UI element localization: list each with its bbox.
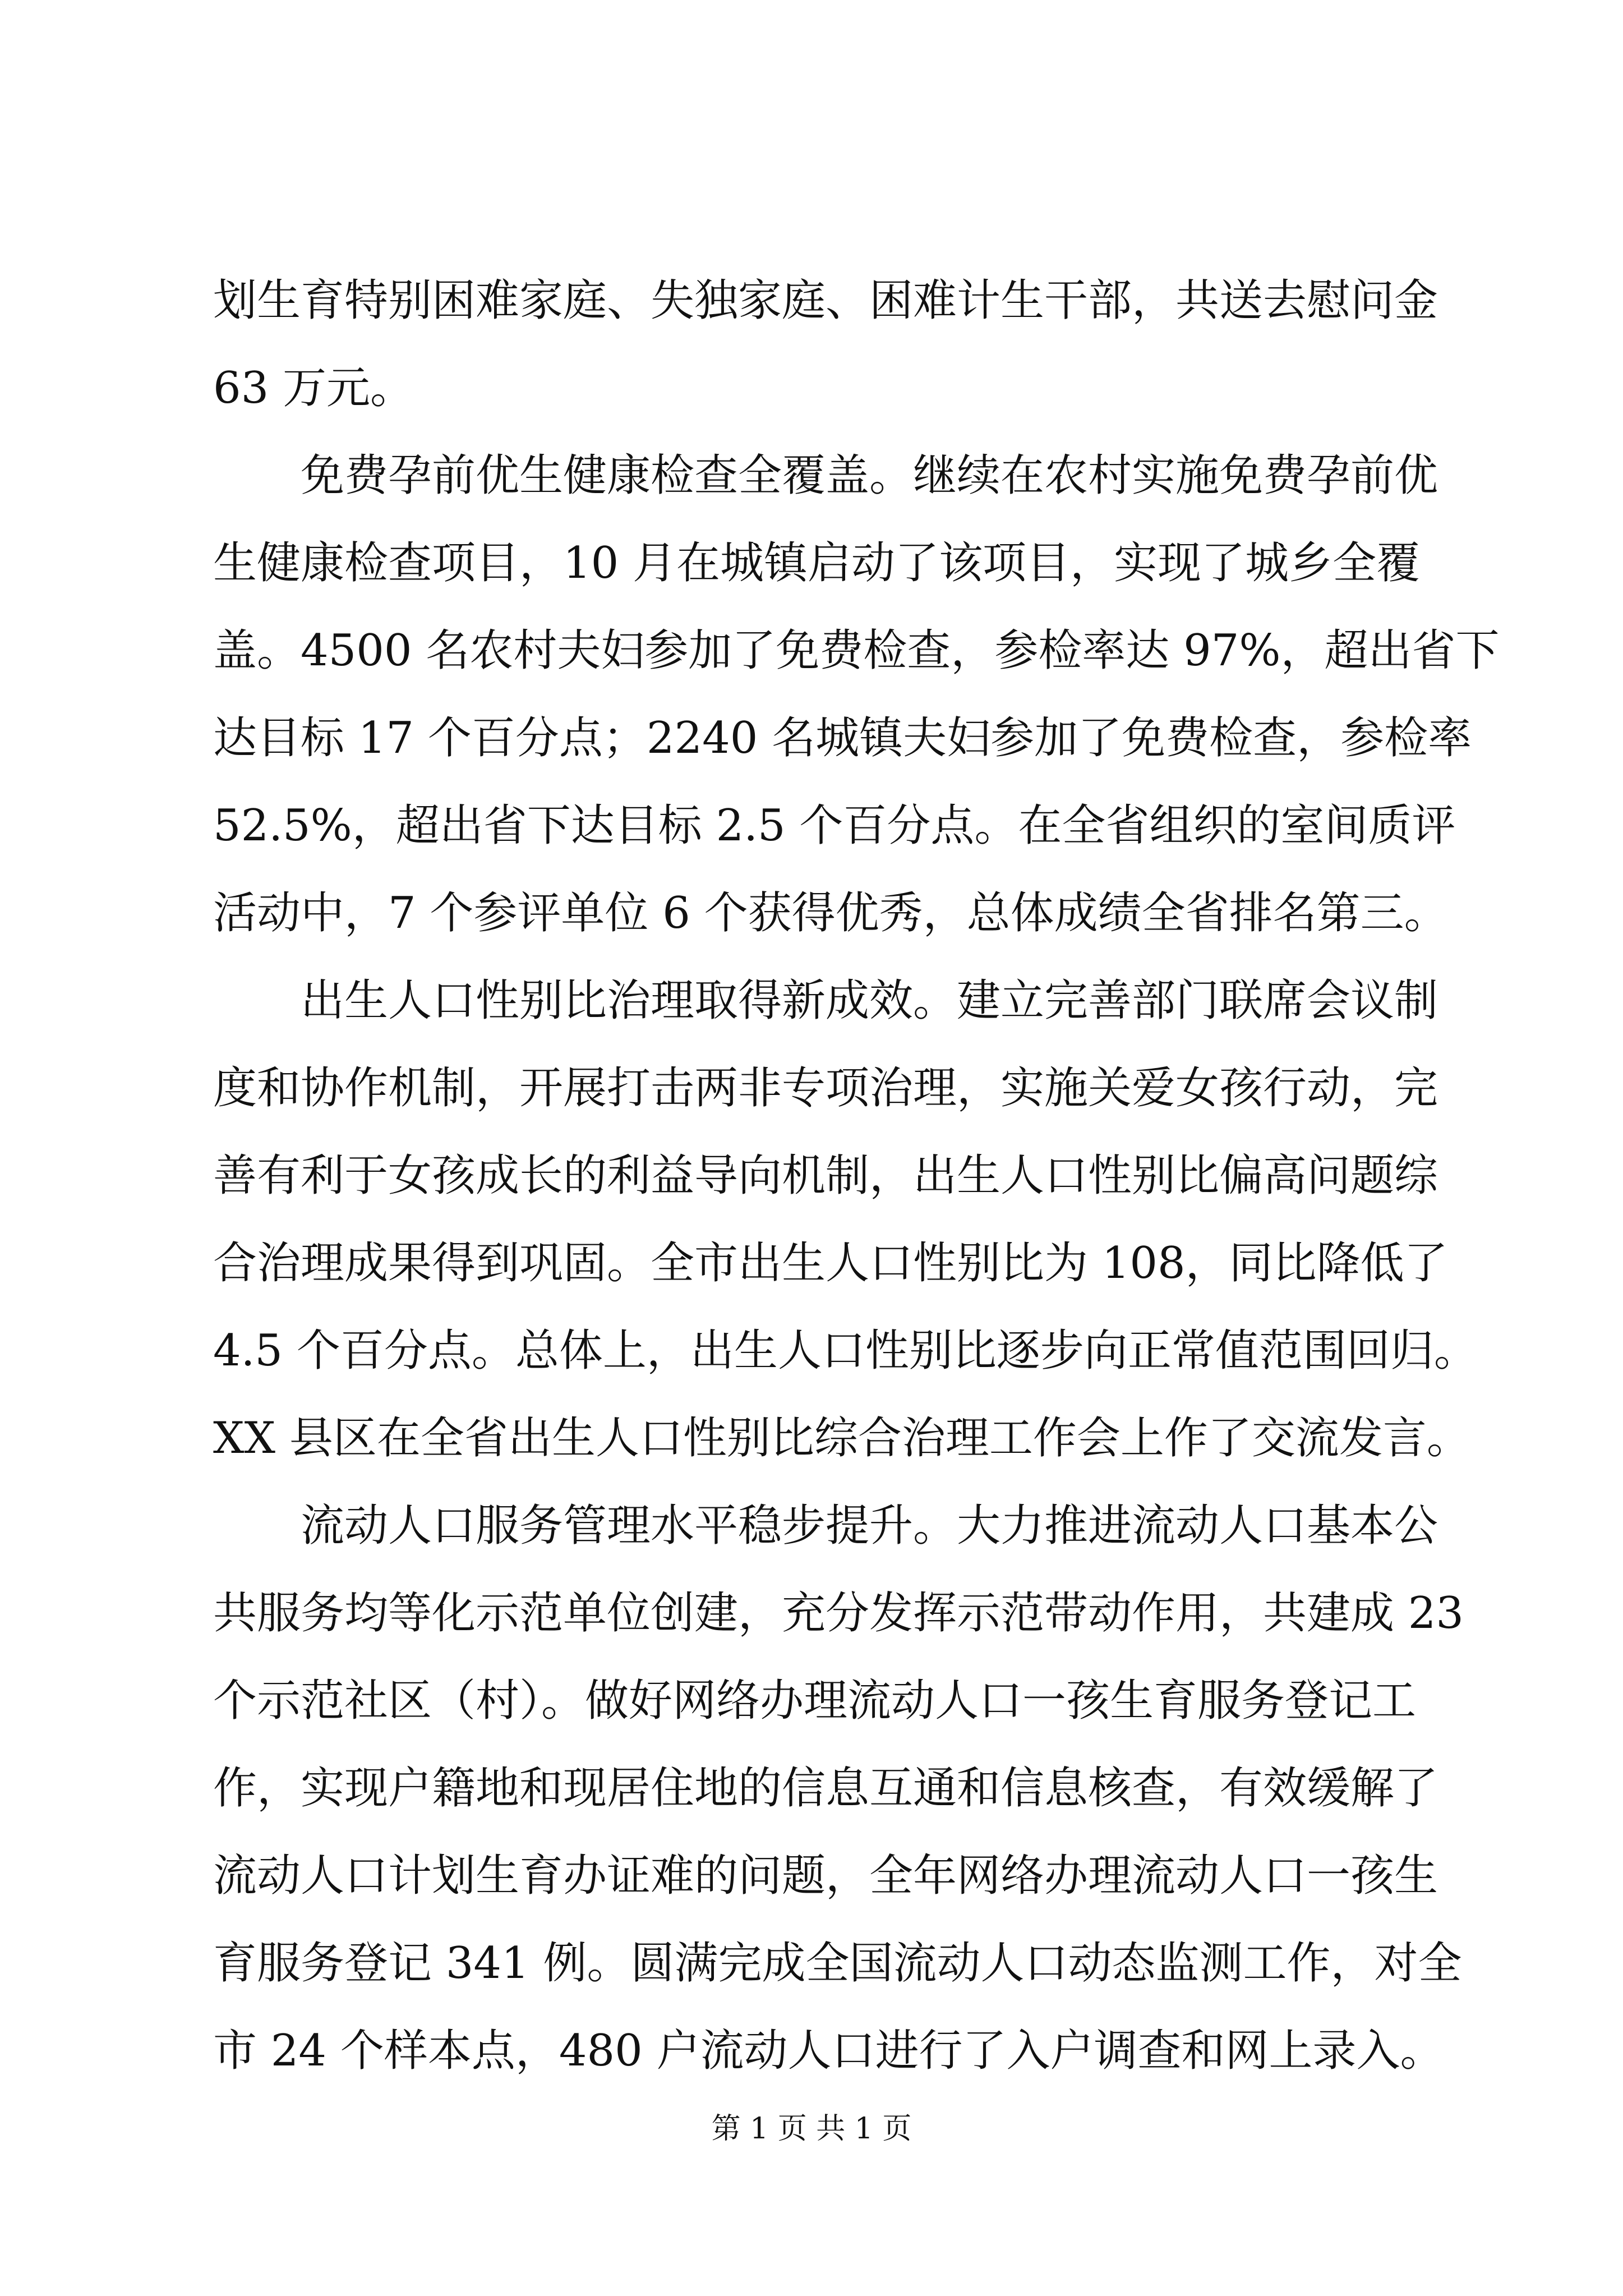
text-line: 个示范社区（村）。做好网络办理流动人口一孩生育服务登记工 [213,1676,1417,1726]
text-line: 度和协作机制，开展打击两非专项治理，实施关爱女孩行动，完 [213,1063,1438,1114]
text-line: 生健康检查项目，10 月在城镇启动了该项目，实现了城乡全覆 [213,538,1421,588]
text-line: 达目标 17 个百分点；2240 名城镇夫妇参加了免费检查，参检率 [213,713,1472,763]
page-footer: 第 1 页 共 1 页 [711,2112,912,2146]
text-line: 善有利于女孩成长的利益导向机制，出生人口性别比偏高问题综 [213,1151,1438,1201]
text-line: 合治理成果得到巩固。全市出生人口性别比为 108，同比降低了 [213,1238,1448,1289]
text-line: 活动中，7 个参评单位 6 个获得优秀，总体成绩全省排名第三。 [213,888,1448,938]
text-line: 出生人口性别比治理取得新成效。建立完善部门联席会议制 [213,976,1438,1026]
text-line: 流动人口计划生育办证难的问题，全年网络办理流动人口一孩生 [213,1851,1438,1901]
text-line: 52.5%，超出省下达目标 2.5 个百分点。在全省组织的室间质评 [213,800,1456,851]
text-line: 63 万元。 [213,363,414,413]
text-line: 共服务均等化示范单位创建，充分发挥示范带动作用，共建成 23 [213,1588,1464,1639]
text-line: XX 县区在全省出生人口性别比综合治理工作会上作了交流发言。 [213,1413,1470,1464]
text-line: 盖。4500 名农村夫妇参加了免费检查，参检率达 97%，超出省下 [213,625,1500,676]
text-line: 作，实现户籍地和现居住地的信息互通和信息核查，有效缓解了 [213,1763,1438,1814]
text-line: 免费孕前优生健康检查全覆盖。继续在农村实施免费孕前优 [213,450,1438,501]
text-line: 划生育特别困难家庭、失独家庭、困难计生干部，共送去慰问金 [213,275,1438,326]
text-line: 市 24 个样本点，480 户流动人口进行了入户调查和网上录入。 [213,2026,1444,2076]
text-line: 流动人口服务管理水平稳步提升。大力推进流动人口基本公 [213,1501,1438,1551]
text-line: 育服务登记 341 例。圆满完成全国流动人口动态监测工作，对全 [213,1938,1462,1989]
body-text [213,257,1500,2095]
text-line: 4.5 个百分点。总体上，出生人口性别比逐步向正常值范围回归。 [213,1326,1478,1376]
